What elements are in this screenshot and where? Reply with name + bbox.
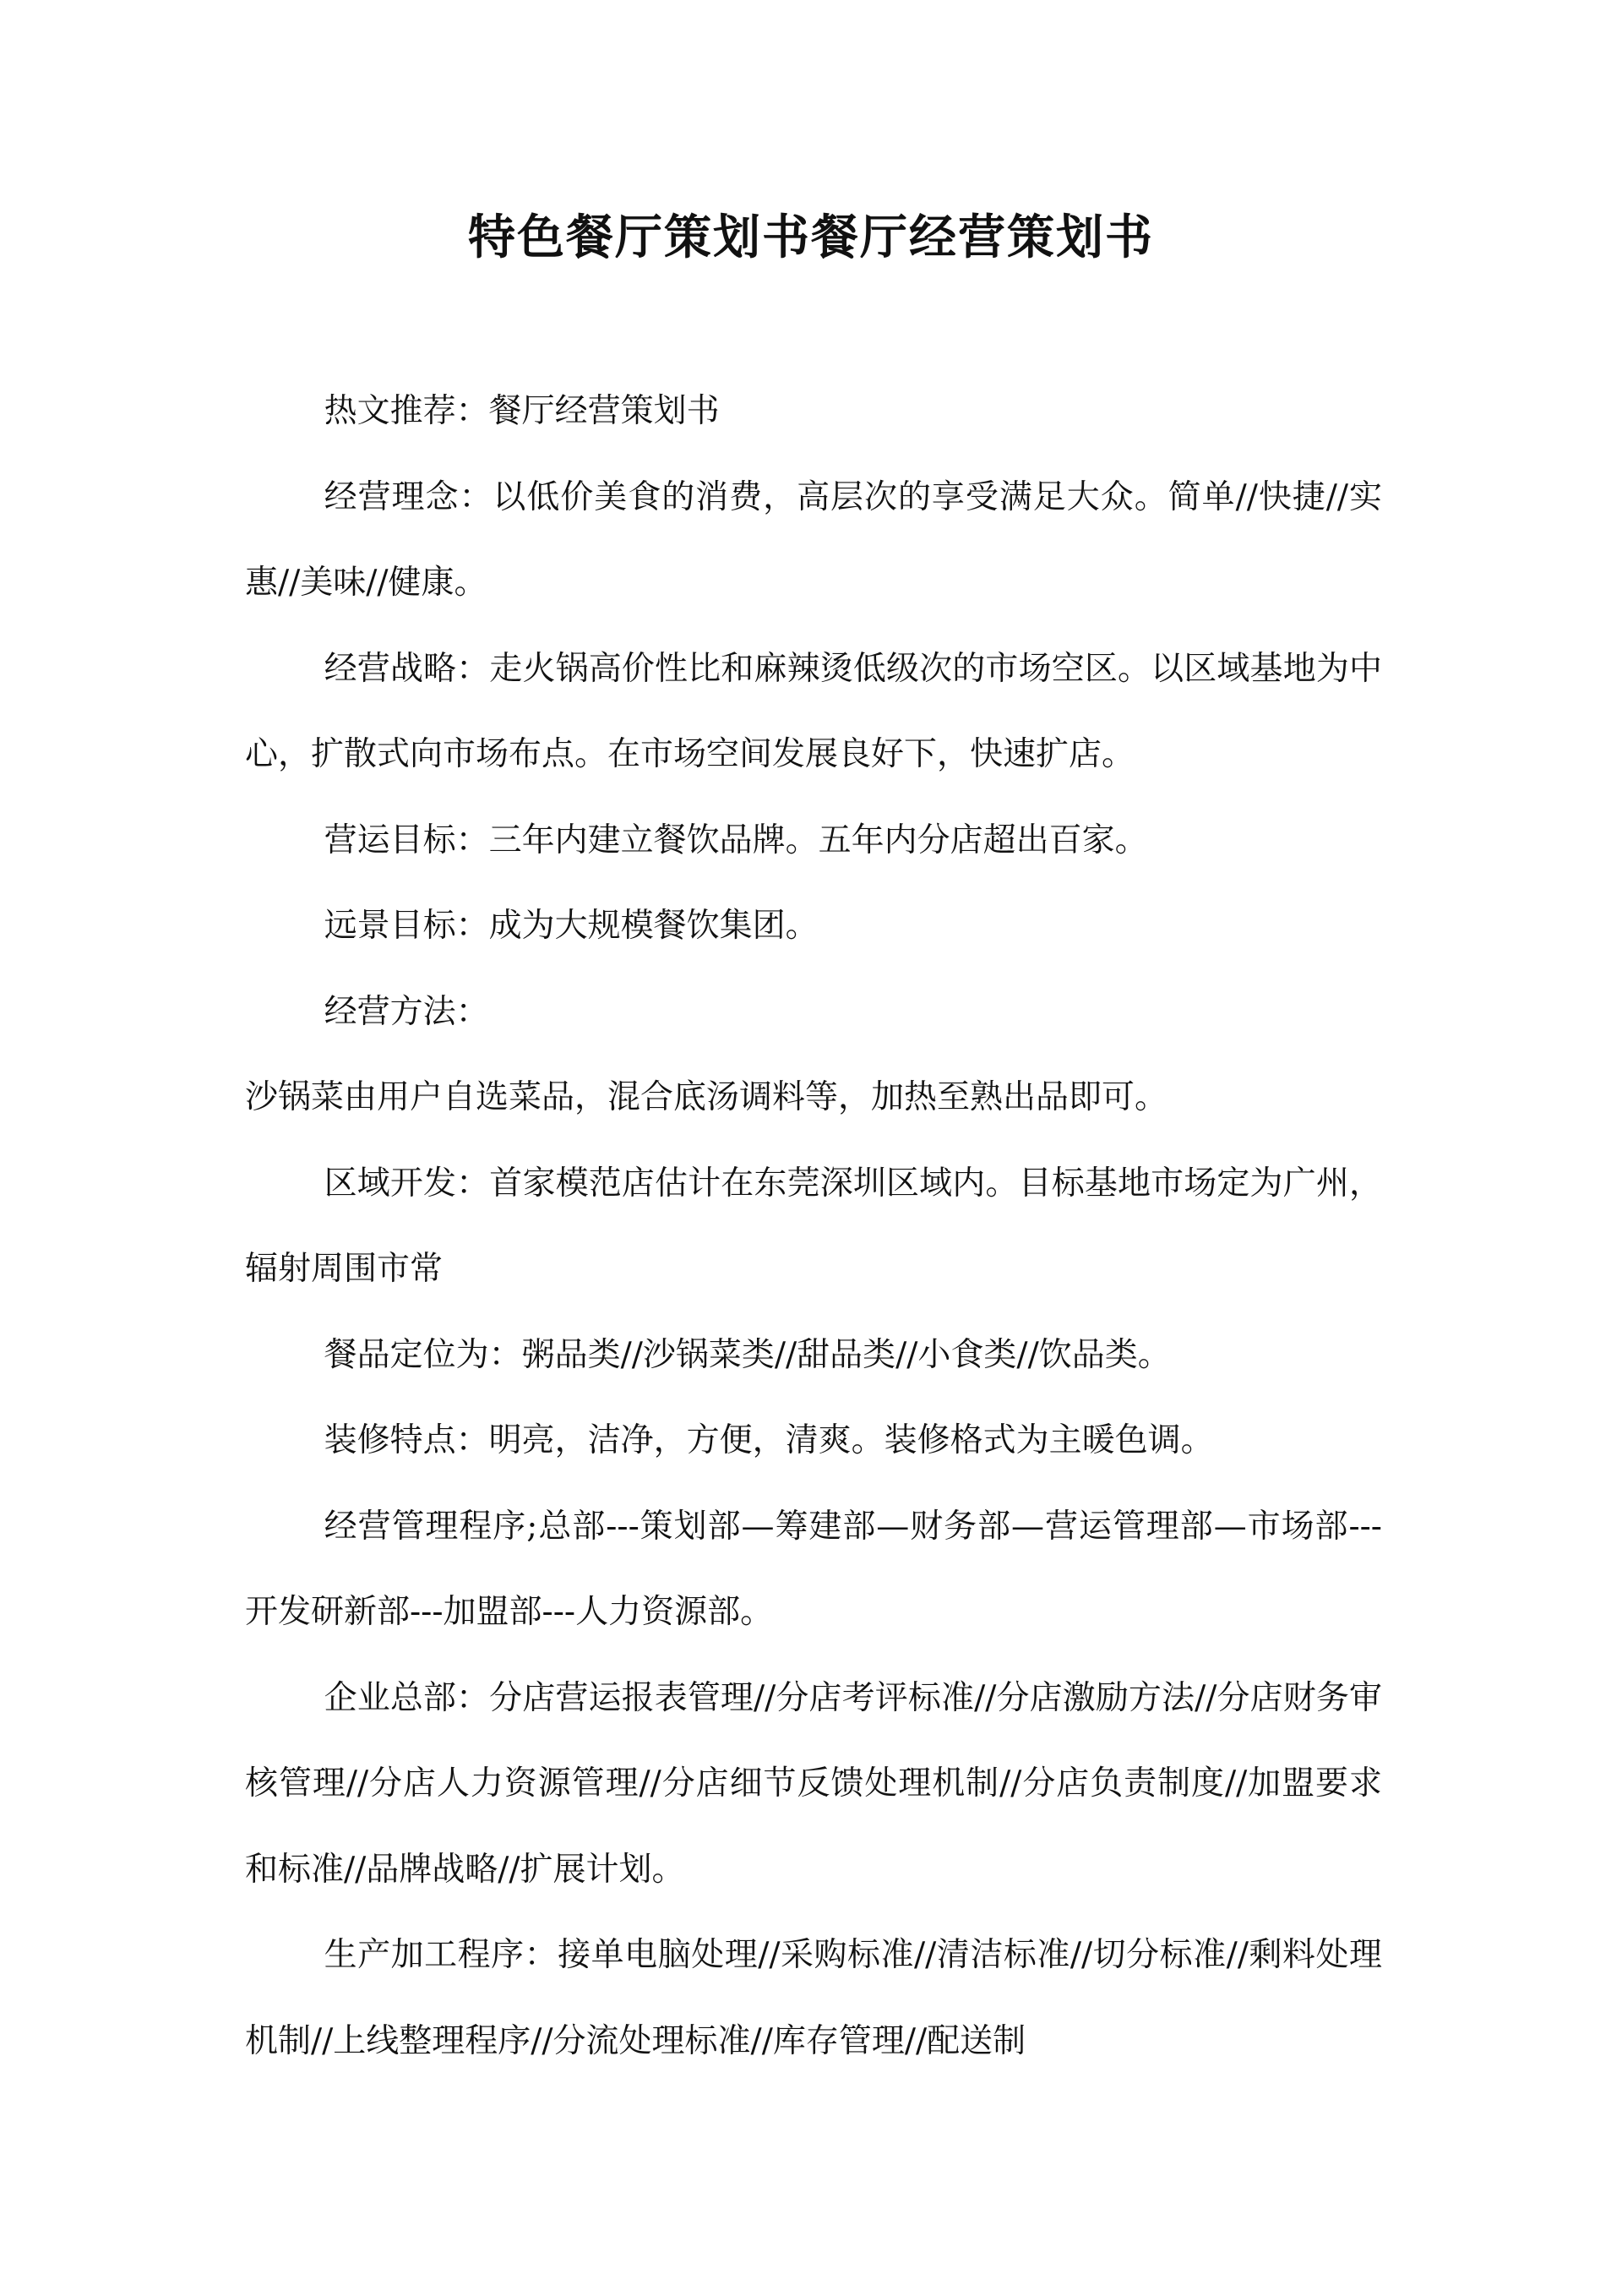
paragraph-management-procedure: 经营管理程序;总部---策划部—筹建部—财务部—营运管理部—市场部---开发研新部---加盟部---人力资源部。 <box>245 1507 1382 1631</box>
paragraph-recommendation: 热文推荐：餐厅经营策划书 <box>324 392 720 430</box>
paragraph-business-method-heading: 经营方法： <box>324 992 489 1031</box>
paragraph-business-method: 沙锅菜由用户自选菜品，混合底汤调料等，加热至熟出品即可。 <box>245 1078 1168 1116</box>
paragraph-regional-development: 区域开发：首家模范店估计在东莞深圳区域内。目标基地市场定为广州，辐射周围市常 <box>245 1164 1382 1288</box>
paragraph-headquarters: 企业总部：分店营运报表管理//分店考评标准//分店激励方法//分店财务审核管理//分店人力资源管理//分店细节反馈处理机制//分店负责制度//加盟要求和标准//品牌战略//扩展计划。 <box>245 1678 1382 1889</box>
paragraph-vision-goal: 远景目标：成为大规模餐饮集团。 <box>324 907 819 945</box>
paragraph-menu-positioning: 餐品定位为：粥品类//沙锅菜类//甜品类//小食类//饮品类。 <box>324 1335 1171 1374</box>
document-title: 特色餐厅策划书餐厅经营策划书 <box>468 210 1154 265</box>
paragraph-production-procedure: 生产加工程序：接单电脑处理//采购标准//清洁标准//切分标准//剩料处理机制//上线整理程序//分流处理标准//库存管理//配送制 <box>245 1936 1382 2060</box>
paragraph-decoration: 装修特点：明亮，洁净，方便，清爽。装修格式为主暖色调。 <box>324 1421 1214 1459</box>
paragraph-business-philosophy: 经营理念：以低价美食的消费，高层次的享受满足大众。简单//快捷//实惠//美味//健康。 <box>245 477 1382 602</box>
document-body <box>245 368 1382 2084</box>
paragraph-operation-goal: 营运目标：三年内建立餐饮品牌。五年内分店超出百家。 <box>324 821 1148 859</box>
paragraph-business-strategy: 经营战略：走火锅高价性比和麻辣烫低级次的市场空区。以区域基地为中心，扩散式向市场布点。在市场空间发展良好下，快速扩店。 <box>245 649 1382 773</box>
